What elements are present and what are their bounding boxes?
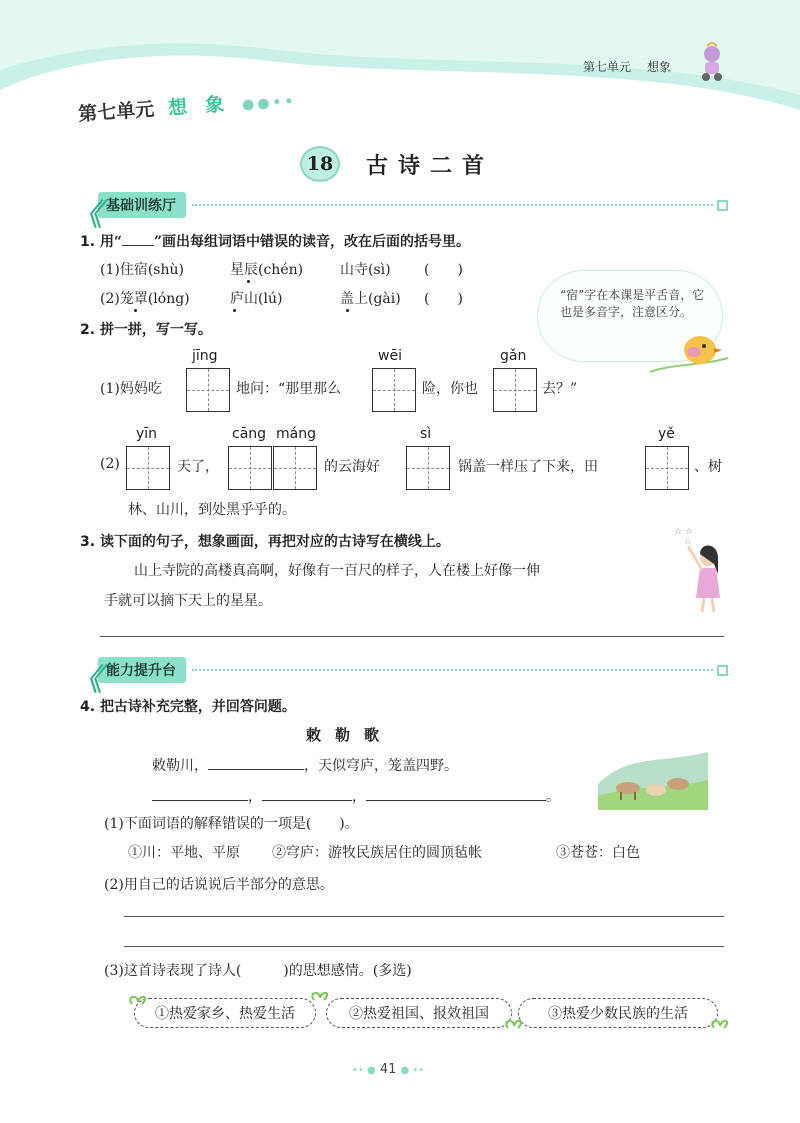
poem-line-1: 敕勒川， ，天似穹庐，笼盖四野。 xyxy=(152,758,458,774)
fill-blank[interactable] xyxy=(262,787,352,801)
q2-line2-text: 锅盖一样压了下来，田 xyxy=(458,459,598,475)
lesson-heading xyxy=(300,146,494,182)
pinyin: máng xyxy=(276,426,316,442)
pinyin: jīng xyxy=(192,348,218,364)
section-basic: 《 基础训练厅 xyxy=(72,192,728,218)
poem-title: 敕勒歌 xyxy=(306,726,394,744)
writing-grid[interactable] xyxy=(186,368,230,412)
emphasis-dot xyxy=(346,309,349,312)
poem-line-2: ， ， 。 xyxy=(152,786,560,806)
choice-option[interactable]: ②热爱祖国、报效祖国 xyxy=(326,998,512,1028)
choice-option[interactable]: ③热爱少数民族的生活 xyxy=(518,998,718,1028)
pinyin: sì xyxy=(420,426,432,442)
q2-line1-label: (1)妈妈吃 xyxy=(100,381,162,397)
lesson-number: 18 xyxy=(300,146,340,182)
unit-banner: 第七单元 想象●●•• xyxy=(77,92,297,126)
svg-text:☆: ☆ xyxy=(684,537,693,547)
running-header: 第七单元 想象 xyxy=(583,60,672,74)
girl-reaching-stars-icon xyxy=(672,524,728,616)
pinyin: yě xyxy=(658,426,675,442)
answer-line[interactable] xyxy=(124,946,724,947)
writing-grid[interactable] xyxy=(406,446,450,490)
cartoon-mascot-icon xyxy=(697,42,727,82)
q4-sub1: (1)下面词语的解释错误的一项是( )。 xyxy=(104,816,359,832)
q2-line2-text: 的云海好 xyxy=(324,459,380,475)
writing-grid[interactable] xyxy=(126,446,170,490)
answer-line[interactable] xyxy=(100,636,724,637)
q3-prompt: 3. 读下面的句子，想象画面，再把对应的古诗写在横线上。 xyxy=(80,534,450,550)
grassland-animals-illustration-icon xyxy=(598,744,708,810)
fill-blank[interactable] xyxy=(152,787,248,801)
q2-line1-text: 险，你也 xyxy=(422,381,478,397)
q4-prompt: 4. 把古诗补充完整，并回答问题。 xyxy=(80,699,296,715)
q1-row-1: (1)住宿(shù) 星辰(chén) 山寺(sì) ( ) xyxy=(100,262,463,278)
q2-line1-text: 去？” xyxy=(542,381,578,397)
choice-option[interactable]: ①热爱家乡、热爱生活 xyxy=(134,998,316,1028)
section-ability: 《 能力提升台 xyxy=(72,657,728,683)
q3-passage-line: 手就可以摘下天上的星星。 xyxy=(104,593,272,609)
writing-grid[interactable] xyxy=(228,446,272,490)
writing-grid[interactable] xyxy=(372,368,416,412)
pinyin: cāng xyxy=(232,426,267,442)
page-number: •• ● 41 ● •• xyxy=(352,1062,425,1077)
answer-line[interactable] xyxy=(124,916,724,917)
emphasis-dot xyxy=(247,280,250,283)
svg-text:☆ ☆: ☆ ☆ xyxy=(674,527,693,537)
pinyin: gǎn xyxy=(500,348,527,364)
pinyin: yīn xyxy=(136,426,158,442)
writing-grid[interactable] xyxy=(273,446,317,490)
q1-prompt: 1. 用“ ”画出每组词语中错误的读音，改在后面的括号里。 xyxy=(80,234,471,250)
q2-line1-text: 地问：“那里那么 xyxy=(236,381,342,397)
q4-sub1-options: ①川：平地、平原 ②穹庐：游牧民族居住的圆顶毡帐 ③苍苍：白色 xyxy=(128,845,640,861)
q4-sub2: (2)用自己的话说说后半部分的意思。 xyxy=(104,877,334,893)
q2-prompt: 2. 拼一拼，写一写。 xyxy=(80,322,212,338)
emphasis-dot xyxy=(233,309,236,312)
tip-bubble: “宿”字在本课是平舌音，它也是多音字，注意区分。 xyxy=(537,270,723,362)
sprout-decoration-icon xyxy=(124,990,734,1038)
header-wave-background xyxy=(0,0,800,150)
q2-line2-text: 天了， xyxy=(177,459,219,475)
q2-line3-text: 林、山川，到处黑乎乎的。 xyxy=(128,502,296,518)
q1-row-2: (2)笼罩(lóng) 庐山(lú) 盖上(gài) ( ) xyxy=(100,291,463,307)
q2-line2-text: 、树 xyxy=(694,459,722,475)
fill-blank[interactable] xyxy=(366,787,546,801)
q2-line2-label: (2) xyxy=(100,456,120,472)
bird-illustration-icon xyxy=(650,328,730,378)
writing-grid[interactable] xyxy=(645,446,689,490)
fill-blank[interactable] xyxy=(208,756,304,770)
writing-grid[interactable] xyxy=(493,368,537,412)
q4-sub3: (3)这首诗表现了诗人( )的思想感情。(多选) xyxy=(104,963,412,979)
pinyin: wēi xyxy=(378,348,402,364)
lesson-title: 古诗二首 xyxy=(366,153,495,179)
emphasis-dot xyxy=(134,309,137,312)
q3-passage-line: 山上寺院的高楼真高啊，好像有一百尺的样子，人在楼上好像一伸 xyxy=(134,563,540,579)
